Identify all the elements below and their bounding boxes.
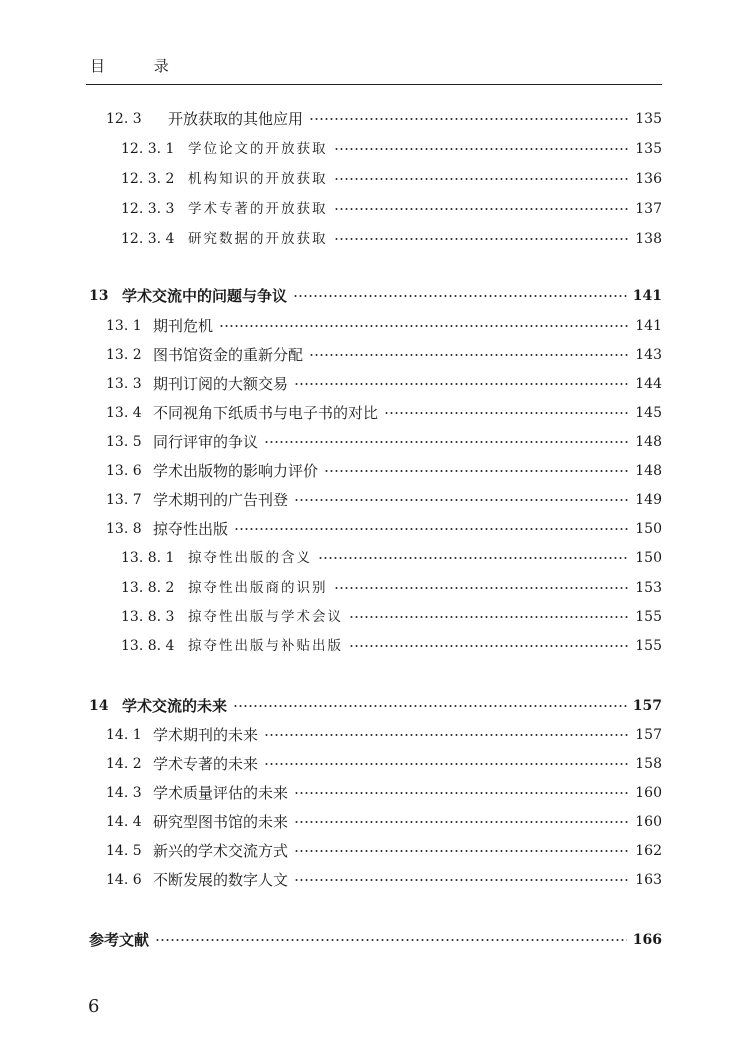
toc-entry-number: 13. 8. 4 [121, 638, 175, 654]
toc-entry [0, 314, 750, 338]
toc-entry [0, 694, 750, 718]
toc-entry-page: 143 [635, 347, 662, 363]
dot-leader [334, 582, 629, 594]
toc-entry [0, 107, 750, 131]
dot-leader [264, 729, 629, 741]
toc-entry [0, 605, 750, 629]
dot-leader [233, 700, 627, 712]
toc-entry [0, 284, 750, 308]
dot-leader [334, 173, 629, 185]
toc-entry-title: 学位论文的开放获取 [188, 141, 328, 157]
toc-entry-title: 学术专著的未来 [153, 755, 259, 773]
dot-leader [294, 787, 629, 799]
toc-entry-number: 13. 7 [106, 492, 142, 508]
dot-leader [264, 758, 629, 770]
toc-entry-title: 期刊危机 [153, 317, 214, 335]
dot-leader [155, 934, 627, 946]
toc-entry [0, 197, 750, 221]
dot-leader [324, 465, 629, 477]
toc-entry-number: 13. 8 [106, 521, 142, 537]
toc-entry-number: 13. 8. 1 [121, 550, 175, 566]
page-number: 6 [88, 996, 100, 1017]
toc-entry-number: 12. 3. 4 [121, 231, 175, 247]
toc-entry-title: 不同视角下纸质书与电子书的对比 [153, 404, 379, 422]
toc-entry-page: 166 [632, 932, 662, 948]
toc-entry-number: 14. 4 [106, 814, 142, 830]
toc-entry-number: 13. 2 [106, 347, 142, 363]
toc-entry-number: 13. 4 [106, 405, 142, 421]
toc-entry-page: 153 [635, 580, 662, 596]
toc-entry-title: 学术交流的未来 [122, 697, 228, 715]
toc-entry-number: 13. 5 [106, 434, 142, 450]
toc-entry-page: 158 [635, 756, 662, 772]
toc-entry [0, 517, 750, 541]
toc-entry [0, 488, 750, 512]
dot-leader [294, 816, 629, 828]
toc-entry-number: 14. 5 [106, 843, 142, 859]
toc-entry [0, 401, 750, 425]
toc-entry-number: 13 [89, 288, 109, 304]
toc-entry-page: 160 [635, 814, 662, 830]
toc-entry-number: 14. 6 [106, 872, 142, 888]
toc-entry-number: 14. 1 [106, 727, 142, 743]
toc-entry-number: 13. 3 [106, 376, 142, 392]
running-header: 目 录 [90, 57, 191, 75]
toc-entry-page: 150 [635, 550, 662, 566]
toc-entry-number: 13. 1 [106, 318, 142, 334]
toc-entry-title: 机构知识的开放获取 [188, 171, 328, 187]
toc-entry-title: 期刊订阅的大额交易 [153, 375, 289, 393]
toc-entry-page: 148 [635, 463, 662, 479]
toc-entry [0, 810, 750, 834]
toc-entry-title: 学术质量评估的未来 [153, 784, 289, 802]
toc-entry-page: 163 [635, 872, 662, 888]
toc-entry-page: 137 [635, 201, 662, 217]
toc-entry-page: 135 [635, 141, 662, 157]
toc-entry-page: 162 [635, 843, 662, 859]
toc-entry-title: 研究型图书馆的未来 [153, 813, 289, 831]
toc-entry [0, 839, 750, 863]
toc-entry-title: 开放获取的其他应用 [168, 110, 304, 128]
toc-entry-title: 同行评审的争议 [153, 433, 259, 451]
dot-leader [309, 113, 629, 125]
toc-entry-page: 155 [635, 609, 662, 625]
dot-leader [264, 436, 629, 448]
toc-entry-title: 参考文献 [89, 931, 150, 949]
toc-entry-number: 12. 3. 3 [121, 201, 175, 217]
dot-leader [334, 143, 629, 155]
toc-entry [0, 167, 750, 191]
toc-entry-page: 149 [635, 492, 662, 508]
toc-entry [0, 634, 750, 658]
dot-leader [219, 320, 629, 332]
toc-entry-title: 研究数据的开放获取 [188, 231, 328, 247]
toc-entry [0, 928, 750, 952]
toc-entry-page: 144 [635, 376, 662, 392]
toc-entry-title: 学术专著的开放获取 [188, 201, 328, 217]
toc-entry [0, 576, 750, 600]
toc-entry [0, 372, 750, 396]
dot-leader [384, 407, 629, 419]
toc-entry [0, 723, 750, 747]
dot-leader [334, 233, 629, 245]
toc-entry-title: 新兴的学术交流方式 [153, 842, 289, 860]
toc-entry [0, 781, 750, 805]
toc-entry-title: 学术期刊的未来 [153, 726, 259, 744]
toc-entry [0, 227, 750, 251]
toc-entry-page: 155 [635, 638, 662, 654]
toc-entry-page: 138 [635, 231, 662, 247]
toc-entry-title: 不断发展的数字人文 [153, 871, 289, 889]
toc-entry-number: 12. 3. 1 [121, 141, 175, 157]
toc-entry-page: 157 [632, 698, 662, 714]
toc-entry-number: 14. 3 [106, 785, 142, 801]
toc-entry-title: 掠夺性出版与补贴出版 [188, 638, 343, 654]
toc-entry-number: 13. 8. 2 [121, 580, 175, 596]
toc-entry-page: 135 [635, 111, 662, 127]
dot-leader [309, 349, 629, 361]
toc-entry-number: 14. 2 [106, 756, 142, 772]
toc-entry-title: 图书馆资金的重新分配 [153, 346, 304, 364]
dot-leader [294, 494, 629, 506]
dot-leader [318, 552, 629, 564]
toc-entry-number: 12. 3 [106, 111, 142, 127]
toc-entry-number: 14 [89, 698, 109, 714]
toc-entry-page: 145 [635, 405, 662, 421]
toc-entry [0, 343, 750, 367]
toc-entry [0, 752, 750, 776]
toc-entry-page: 141 [632, 288, 662, 304]
header-rule [86, 84, 662, 85]
toc-entry-number: 13. 8. 3 [121, 609, 175, 625]
toc-entry-page: 160 [635, 785, 662, 801]
toc-entry-title: 掠夺性出版商的识别 [188, 580, 328, 596]
toc-entry-number: 13. 6 [106, 463, 142, 479]
toc-entry-page: 148 [635, 434, 662, 450]
toc-entry [0, 430, 750, 454]
dot-leader [294, 874, 629, 886]
toc-entry [0, 137, 750, 161]
toc-entry [0, 868, 750, 892]
toc-entry-page: 150 [635, 521, 662, 537]
toc-entry-title: 掠夺性出版的含义 [188, 550, 312, 566]
dot-leader [349, 611, 629, 623]
dot-leader [294, 378, 629, 390]
toc-entry-title: 掠夺性出版与学术会议 [188, 609, 343, 625]
dot-leader [294, 845, 629, 857]
dot-leader [293, 290, 627, 302]
toc-entry-page: 136 [635, 171, 662, 187]
toc-entry-page: 157 [635, 727, 662, 743]
dot-leader [234, 523, 629, 535]
toc-entry-number: 12. 3. 2 [121, 171, 175, 187]
toc-entry-title: 学术出版物的影响力评价 [153, 462, 319, 480]
toc-entry-page: 141 [635, 318, 662, 334]
dot-leader [334, 203, 629, 215]
toc-entry [0, 546, 750, 570]
toc-entry-title: 学术交流中的问题与争议 [122, 287, 288, 305]
toc-entry-title: 掠夺性出版 [153, 520, 229, 538]
toc-entry [0, 459, 750, 483]
dot-leader [349, 640, 629, 652]
toc-entry-title: 学术期刊的广告刊登 [153, 491, 289, 509]
